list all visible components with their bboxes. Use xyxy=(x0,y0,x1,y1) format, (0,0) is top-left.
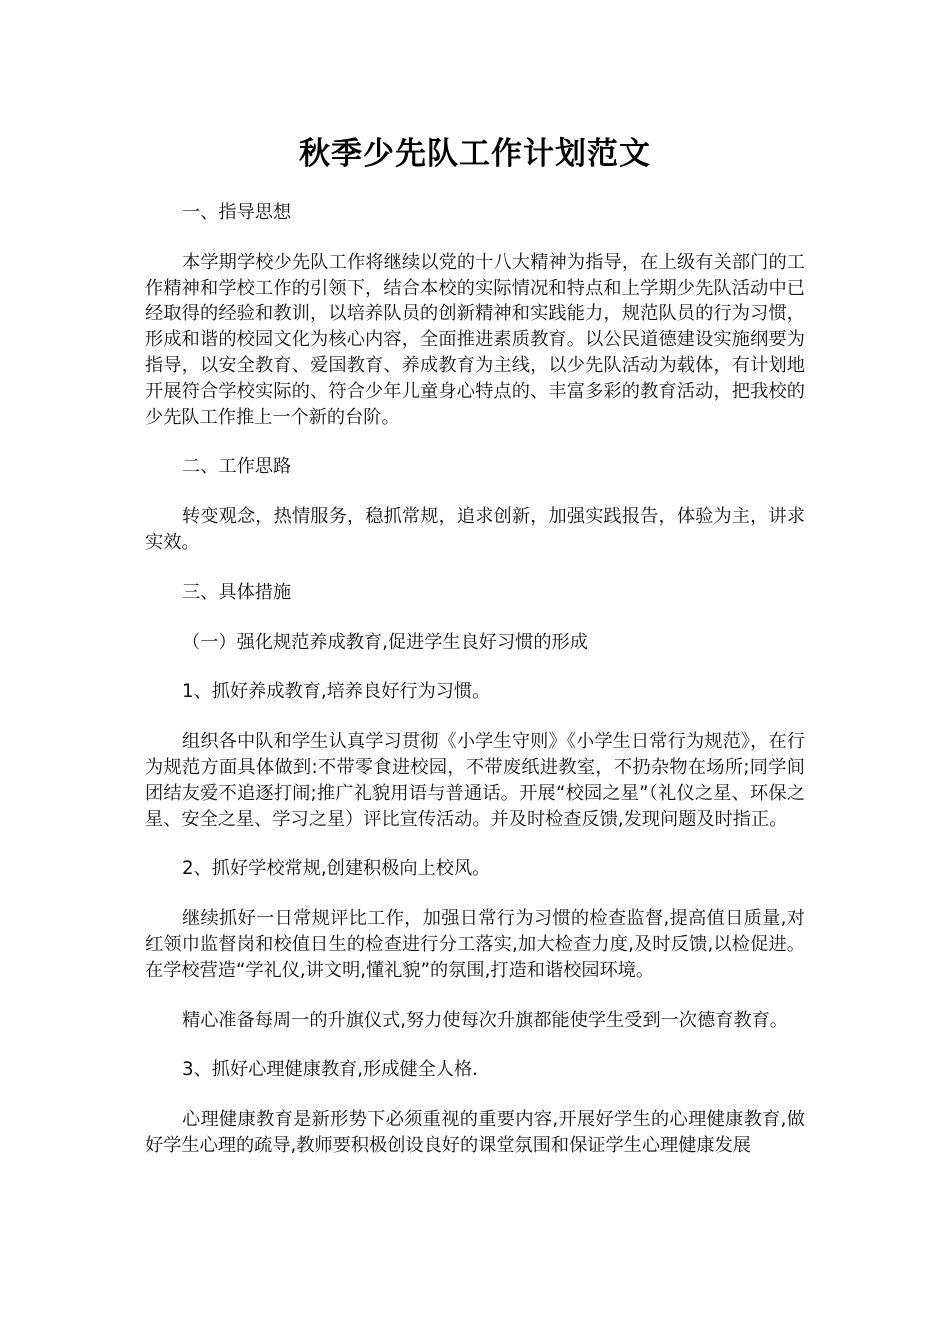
document-title: 秋季少先队工作计划范文 xyxy=(299,136,651,172)
section-heading: 一、指导思想 xyxy=(182,202,292,223)
document-body xyxy=(145,200,805,1183)
section-heading: 三、具体措施 xyxy=(182,581,292,603)
section-heading: 二、工作思路 xyxy=(182,456,292,478)
paragraph: 心理健康教育是新形势下必须重视的重要内容,开展好学生的心理健康教育,做好学生心理的疏导,教师要积极创设良好的课堂氛围和保证学生心理健康发展 xyxy=(145,1109,805,1156)
paragraph: 继续抓好一日常规评比工作，加强日常行为习惯的检查监督,提高值日质量,对红领巾监督岗和校值日生的检查进行分工落实,加大检查力度,及时反馈,以检促进。在学校营造“学礼仪,讲文明,懂礼貌”的氛围,打造和谐校园环境。 xyxy=(145,908,805,981)
item-heading: 2、抓好学校常规,创建积极向上校风。 xyxy=(182,858,491,880)
paragraph: 组织各中队和学生认真学习贯彻《小学生守则》《小学生日常行为规范》，在行为规范方面具体做到:不带零食进校园，不带废纸进教室，不扔杂物在场所;同学间团结友爱不追逐打闹;推广礼貌用语与普通话。开展“校园之星”（礼仪之星、环保之星、安全之星、学习之星）评比宣传活动。并及时检查反馈,发现问题及时指正。 xyxy=(145,731,805,830)
item-heading: 1、抓好养成教育,培养良好行为习惯。 xyxy=(182,681,491,703)
item-heading: 3、抓好心理健康教育,形成健全人格. xyxy=(182,1059,478,1081)
subsection-heading: （一）强化规范养成教育,促进学生良好习惯的形成 xyxy=(182,631,588,653)
paragraph: 精心准备每周一的升旗仪式,努力使每次升旗都能使学生受到一次德育教育。 xyxy=(182,1009,788,1031)
paragraph: 本学期学校少先队工作将继续以党的十八大精神为指导，在上级有关部门的工作精神和学校工作的引领下，结合本校的实际情况和特点和上学期少先队活动中已经取得的经验和教训，以培养队员的创新精神和实践能力，规范队员的行为习惯，形成和谐的校园文化为核心内容，全面推进素质教育。以公民道德建设实施纲要为指导，以安全教育、爱国教育、养成教育为主线，以少先队活动为载体，有计划地开展符合学校实际的、符合少年儿童身心特点的、丰富多彩的教育活动，把我校的少先队工作推上一个新的台阶。 xyxy=(145,251,805,428)
paragraph: 转变观念，热情服务，稳抓常规，追求创新，加强实践报告，体验为主，讲求实效。 xyxy=(145,506,805,553)
